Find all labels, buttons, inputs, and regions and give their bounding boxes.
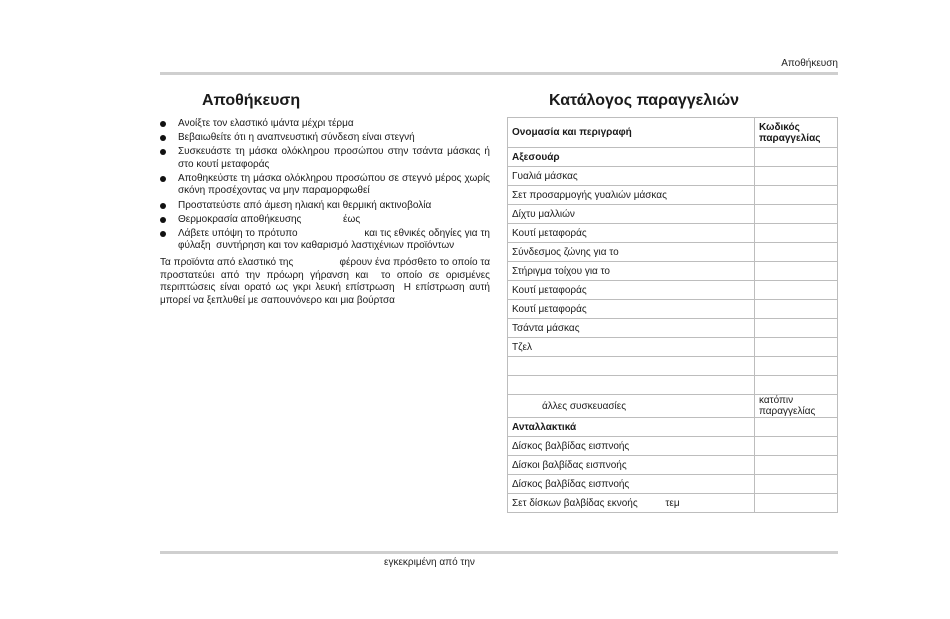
order-code-cell	[755, 224, 838, 243]
order-code-cell	[755, 300, 838, 319]
item-name-cell: Σετ δίσκων βαλβίδας εκνοής τεμ	[508, 494, 755, 513]
storage-bullet-text: Βεβαιωθείτε ότι η αναπνευστική σύνδεση είναι στεγνή	[178, 132, 415, 144]
order-code-cell	[755, 186, 838, 205]
storage-bullet-text: Προστατεύστε από άμεση ηλιακή και θερμική ακτινοβολία	[178, 199, 432, 211]
table-row	[508, 281, 838, 300]
item-name-cell: Κουτί μεταφοράς	[508, 224, 755, 243]
table-row	[508, 395, 838, 418]
order-code-cell	[755, 338, 838, 357]
item-name-cell: Γυαλιά μάσκας	[508, 167, 755, 186]
item-name-cell: Κουτί μεταφοράς	[508, 281, 755, 300]
storage-paragraph: Τα προϊόντα από ελαστικό της φέρουν ένα πρόσθετο το οποίο τα προστατεύει από την πρόωρη γήρανση και το οποίο σε ορισμένες περιπτώσεις είναι ορατό ως γκρι λευκή επίστρωση Η επίστρωση αυτή μπορεί να ξεπλυθεί με σαπουνόνερο και μια βούρτσα	[160, 256, 493, 306]
catalog-title: Κατάλογος παραγγελιών	[549, 92, 739, 109]
table-row	[508, 437, 838, 456]
order-code-cell	[755, 148, 838, 167]
table-row	[508, 186, 838, 205]
item-name-cell: Δίσκος βαλβίδας εισπνοής	[508, 437, 755, 456]
table-row	[508, 319, 838, 338]
order-code-cell	[755, 376, 838, 395]
storage-bullet-text: Ανοίξτε τον ελαστικό ιμάντα μέχρι τέρμα	[178, 118, 354, 129]
bullet-dot-icon	[160, 135, 166, 141]
storage-bullet	[160, 146, 490, 171]
table-row	[508, 456, 838, 475]
order-code-cell	[755, 357, 838, 376]
storage-bullet-text: Θερμοκρασία αποθήκευσης έως	[178, 213, 361, 225]
column-header-name: Ονομασία και περιγραφή	[508, 118, 755, 148]
table-row	[508, 224, 838, 243]
order-code-cell: κατόπιν παραγγελίας	[755, 395, 838, 418]
bullet-dot-icon	[160, 217, 166, 223]
order-code-cell	[755, 319, 838, 338]
table-row	[508, 262, 838, 281]
storage-bullet-text: Λάβετε υπόψη το πρότυπο και τις εθνικές οδηγίες για τη φύλαξη συντήρηση και τον καθαρισμό λαστιχένιων προϊόντων	[178, 227, 493, 252]
storage-bullet	[160, 118, 490, 131]
running-header: Αποθήκευση	[781, 58, 838, 69]
table-row	[508, 167, 838, 186]
storage-bullet	[160, 227, 493, 253]
order-code-cell	[755, 418, 838, 437]
storage-bullet	[160, 173, 490, 198]
item-name-cell: Δίσκος βαλβίδας εισπνοής	[508, 475, 755, 494]
table-row	[508, 243, 838, 262]
item-name-cell: Κουτί μεταφοράς	[508, 300, 755, 319]
item-name-cell: Τζελ	[508, 338, 755, 357]
table-row	[508, 494, 838, 513]
storage-bullet-text: Συσκευάστε τη μάσκα ολόκληρου προσώπου στην τσάντα μάσκας ή στο κουτί μεταφοράς	[178, 146, 490, 170]
item-name-cell: Ανταλλακτικά	[508, 418, 755, 437]
storage-bullet	[160, 214, 490, 227]
catalog-table-body	[508, 148, 838, 513]
order-code-cell	[755, 281, 838, 300]
item-name-cell: άλλες συσκευασίες	[508, 395, 755, 418]
order-catalog-table	[507, 117, 838, 513]
column-header-code: Κωδικός παραγγελίας	[755, 118, 838, 148]
order-code-cell	[755, 437, 838, 456]
bullet-dot-icon	[160, 231, 166, 237]
table-row	[508, 357, 838, 376]
bullet-dot-icon	[160, 176, 166, 182]
footer-rule	[160, 551, 838, 554]
order-code-cell	[755, 243, 838, 262]
storage-bullet	[160, 132, 490, 145]
order-code-cell	[755, 475, 838, 494]
item-name-cell	[508, 376, 755, 395]
table-row	[508, 475, 838, 494]
table-header-row	[508, 118, 838, 148]
table-row	[508, 205, 838, 224]
storage-bullet	[160, 200, 490, 213]
item-name-cell: Σετ προσαρμογής γυαλιών μάσκας	[508, 186, 755, 205]
table-section-row	[508, 418, 838, 437]
item-name-cell: Δίσκοι βαλβίδας εισπνοής	[508, 456, 755, 475]
item-name-cell: Τσάντα μάσκας	[508, 319, 755, 338]
order-code-cell	[755, 262, 838, 281]
order-code-cell	[755, 205, 838, 224]
item-name-cell: Σύνδεσμος ζώνης για το	[508, 243, 755, 262]
item-name-cell: Στήριγμα τοίχου για το	[508, 262, 755, 281]
order-code-cell	[755, 494, 838, 513]
bullet-dot-icon	[160, 121, 166, 127]
bullet-dot-icon	[160, 203, 166, 209]
storage-bullet-list	[160, 118, 493, 253]
item-name-cell: Δίχτυ μαλλιών	[508, 205, 755, 224]
table-row	[508, 300, 838, 319]
storage-bullet-text: Αποθηκεύστε τη μάσκα ολόκληρου προσώπου σε στεγνό μέρος χωρίς σκόνη προσέχοντας να μην παραμορφωθεί	[178, 172, 490, 197]
footer-approval-text: εγκεκριμένη από την	[384, 557, 475, 568]
header-rule	[160, 72, 838, 75]
table-section-row	[508, 148, 838, 167]
storage-section	[160, 92, 493, 307]
table-row	[508, 376, 838, 395]
order-code-cell	[755, 456, 838, 475]
order-catalog-section	[507, 92, 838, 513]
storage-title: Αποθήκευση	[202, 92, 301, 109]
table-row	[508, 338, 838, 357]
order-code-cell	[755, 167, 838, 186]
bullet-dot-icon	[160, 149, 166, 155]
item-name-cell: Αξεσουάρ	[508, 148, 755, 167]
item-name-cell	[508, 357, 755, 376]
